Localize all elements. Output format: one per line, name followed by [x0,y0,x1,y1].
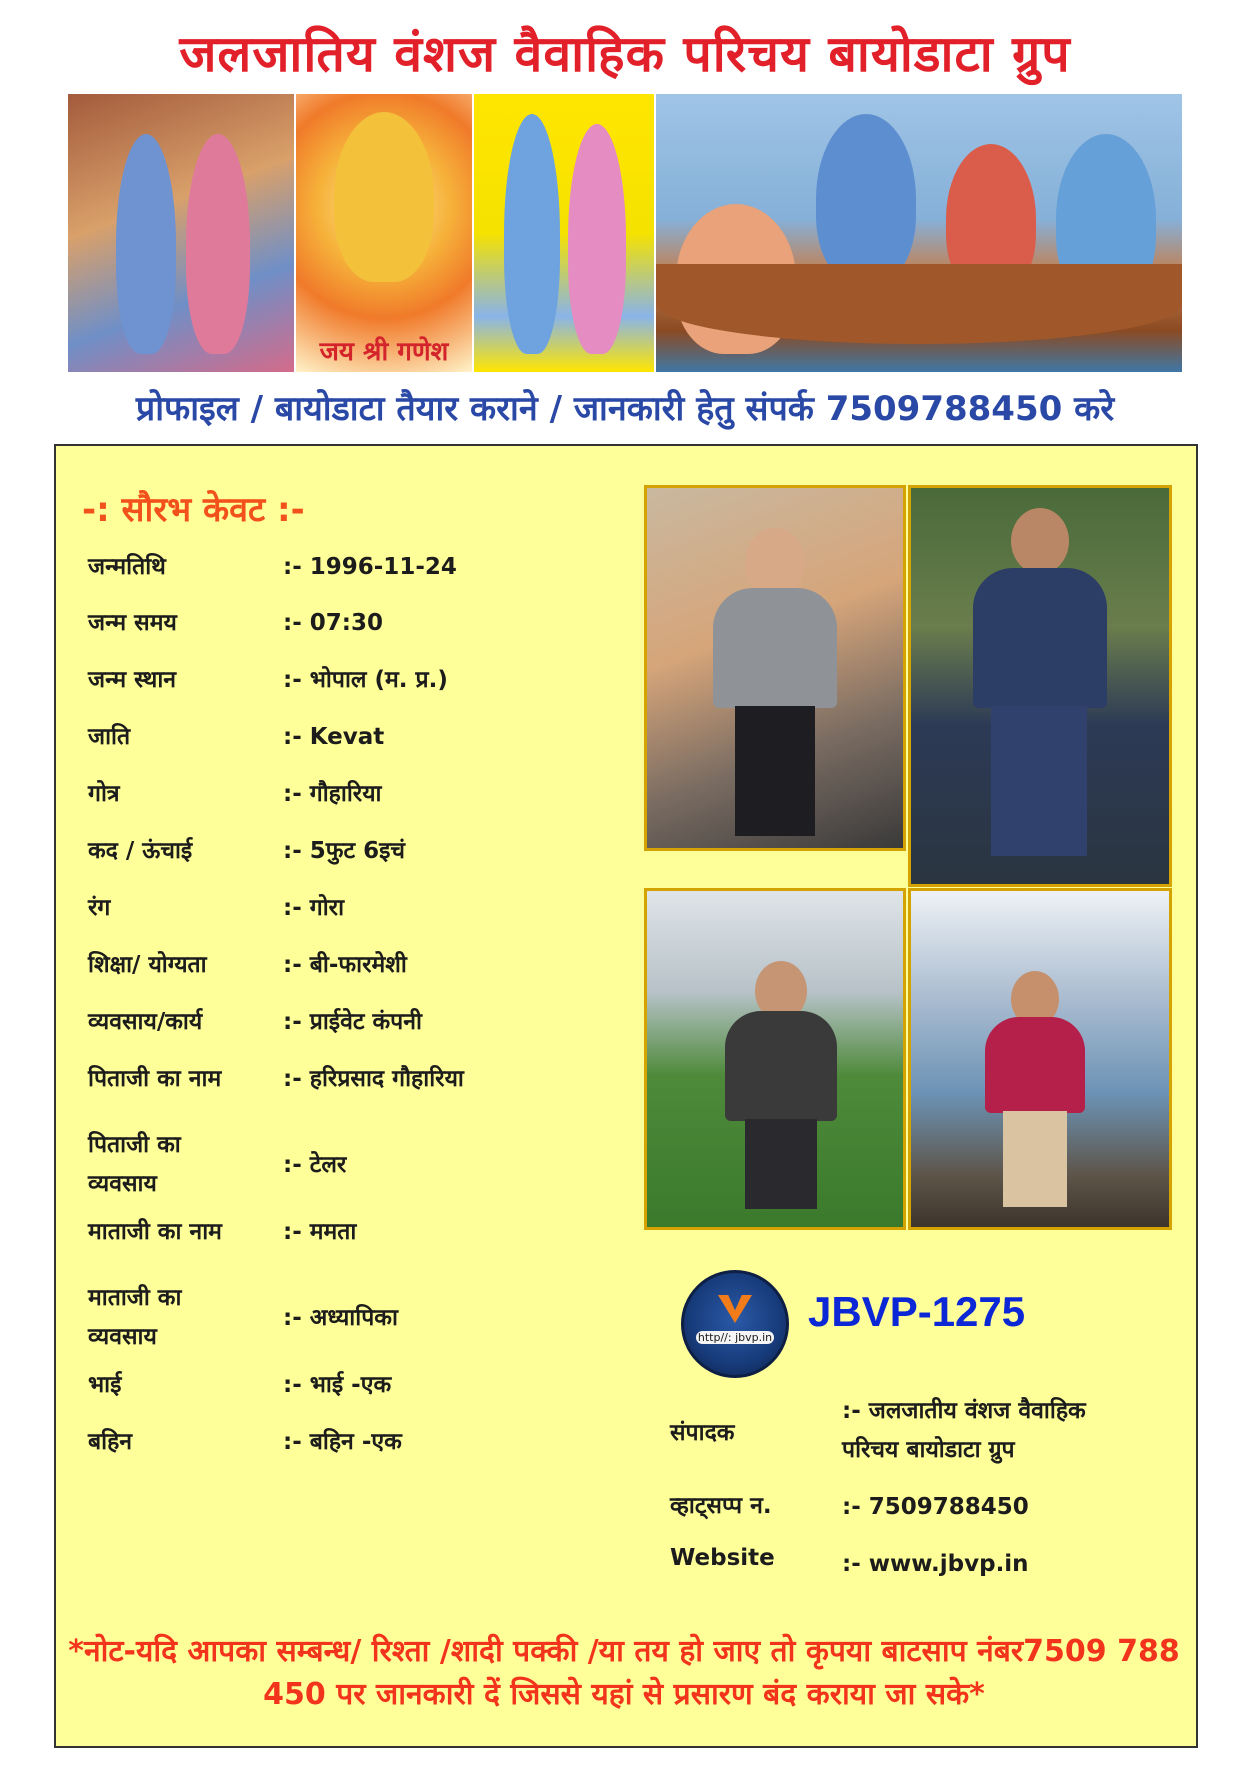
detail-row-mother-name [88,1213,608,1270]
detail-row-father-occupation [88,1117,608,1213]
editor-row-editor [670,1392,1190,1470]
detail-row-complexion [88,889,608,946]
detail-value: :- टेलर [283,1151,347,1178]
detail-label: जन्म स्थान [88,667,177,693]
detail-value: :- 07:30 [283,610,383,636]
banner-image-ganesh [296,94,472,372]
detail-value: :- बी-फारमेशी [283,952,407,978]
editor-value: :- 7509788450 [842,1494,1029,1520]
detail-label: कद / ऊंचाई [88,838,193,864]
editor-row-whatsapp [670,1488,1190,1527]
editor-label: व्हाट्सप्प न. [670,1493,772,1519]
editor-value: :- जलजातीय वंशज वैवाहिक परिचय बायोडाटा ग्रुप [842,1398,1086,1463]
detail-label: माताजी का व्यवसाय [88,1285,182,1350]
detail-label: रंग [88,895,111,921]
detail-value: :- बहिन -एक [283,1429,402,1455]
detail-value: :- अध्यापिका [283,1304,398,1331]
detail-label: पिताजी का नाम [88,1066,222,1092]
banner-image-ram-sita [68,94,294,372]
detail-row-father-name [88,1060,608,1117]
detail-value: :- 1996-11-24 [283,554,457,580]
profile-photo-4 [908,888,1172,1230]
editor-value: :- www.jbvp.in [842,1551,1029,1577]
detail-label: जन्म समय [88,610,177,636]
banner-image-ram-sita-yellow [474,94,654,372]
detail-row-caste [88,718,608,775]
jbvp-logo [681,1270,789,1378]
logo-url-text: http//: jbvp.in [697,1331,773,1344]
detail-label: गोत्र [88,781,120,807]
detail-value: :- गौहारिया [283,781,382,807]
detail-row-education [88,946,608,1003]
detail-row-birth-time [88,604,608,661]
detail-row-brother [88,1366,608,1423]
detail-label: शिक्षा/ योग्यता [88,952,207,978]
detail-value: :- 5फुट 6इचं [283,838,405,864]
detail-label: माताजी का नाम [88,1219,222,1245]
detail-value: :- Kevat [283,724,385,750]
profile-photo-1 [644,485,906,851]
detail-value: :- भोपाल (म. प्र.) [283,667,448,693]
detail-value: :- भाई -एक [283,1372,392,1398]
editor-label: Website [670,1545,775,1571]
detail-value: :- प्राईवेट कंपनी [283,1009,422,1035]
page-title: जलजातिय वंशज वैवाहिक परिचय बायोडाटा ग्रुप [179,25,1071,83]
banner-image-boat [656,94,1182,372]
profile-name: -: सौरभ केवट :- [82,490,305,530]
detail-row-mother-occupation [88,1270,608,1366]
editor-label: संपादक [670,1420,735,1446]
detail-label: जन्मतिथि [88,554,166,580]
profile-photo-2 [908,485,1172,887]
editor-details [670,1392,1190,1602]
detail-row-birth-place [88,661,608,718]
profile-details [88,548,608,1480]
detail-row-sister [88,1423,608,1480]
logo-emblem-icon [718,1295,752,1323]
detail-row-gotra [88,775,608,832]
ganesh-label: जय श्री गणेश [319,337,449,367]
detail-label: भाई [88,1372,122,1398]
editor-row-website [670,1545,1190,1584]
contact-line: प्रोफाइल / बायोडाटा तैयार कराने / जानकारी हेतु संपर्क 7509788450 करे [135,389,1115,429]
detail-label: बहिन [88,1429,133,1455]
biodata-code: JBVP-1275 [808,1288,1026,1335]
detail-row-occupation [88,1003,608,1060]
detail-row-height [88,832,608,889]
profile-photo-3 [644,888,906,1230]
detail-row-birthdate [88,548,608,604]
detail-label: पिताजी का व्यवसाय [88,1132,181,1197]
detail-value: :- गोरा [283,895,345,921]
footer-note: *नोट-यदि आपका सम्बन्ध/ रिश्ता /शादी पक्की /या तय हो जाए तो कृपया बाटसाप नंबर7509 788 450 पर जानकारी दें जिससे यहां से प्रसारण बंद कराया जा सके* [68,1634,1180,1712]
detail-value: :- ममता [283,1219,357,1245]
detail-label: व्यवसाय/कार्य [88,1009,203,1035]
detail-label: जाति [88,724,131,750]
detail-value: :- हरिप्रसाद गौहारिया [283,1066,464,1092]
